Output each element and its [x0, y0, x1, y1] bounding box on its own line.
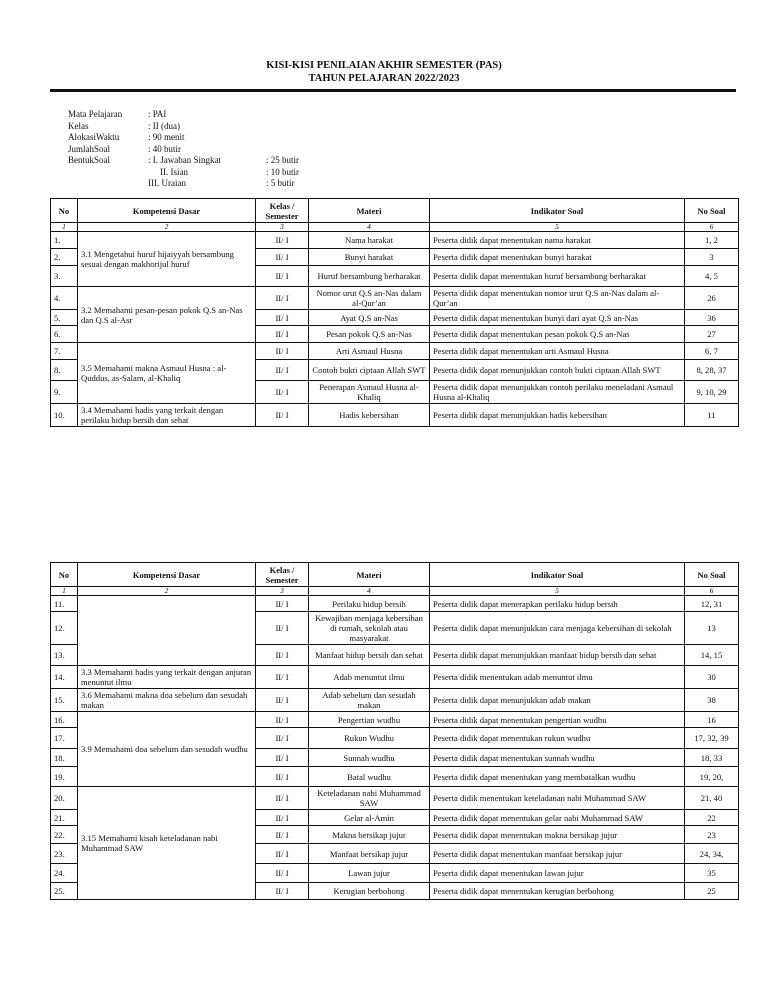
indikator-soal: Peserta didik dapat menentukan nomor urut Q.S an-Nas dalam al-Qur’an	[430, 287, 685, 310]
row-number: 23.	[51, 844, 78, 864]
row-number: 10.	[51, 404, 78, 427]
table-row	[51, 712, 739, 728]
indikator-soal: Peserta didik dapat menunjukkan contoh bukti ciptaan Allah SWT	[430, 360, 685, 381]
materi: Kewajiban menjaga kebersihan di rumah, sekolah atau masyarakat	[309, 612, 430, 645]
meta-block	[68, 109, 299, 190]
bentuk-count: : 25 butir	[266, 155, 299, 165]
kompetensi-dasar: 3.15 Memahami kisah keteladanan nabi Muhammad SAW	[78, 787, 256, 900]
col-number: 1	[51, 223, 78, 232]
col-number: 3	[256, 223, 309, 232]
kompetensi-dasar: 3.6 Memahami makna doa sebelum dan sesudah makan	[78, 689, 256, 712]
materi: Hadis kebersihan	[309, 404, 430, 427]
row-number: 7.	[51, 343, 78, 360]
kelas-semester: II/ I	[256, 266, 309, 287]
row-number: 14.	[51, 666, 78, 689]
indikator-soal: Peserta didik dapat menentukan pesan pokok Q.S an-Nas	[430, 326, 685, 343]
nomor-soal: 13	[685, 612, 739, 645]
nomor-soal: 9, 10, 29	[685, 381, 739, 404]
indikator-soal: Peserta didik dapat menentukan huruf bersambung berharakat	[430, 266, 685, 287]
indikator-soal: Peserta didik dapat menentukan makna bersikap jujur	[430, 826, 685, 844]
kelas-semester: II/ I	[256, 596, 309, 612]
col-number: 6	[685, 587, 739, 596]
materi: Rukun Wudhu	[309, 728, 430, 749]
nomor-soal: 19, 20,	[685, 767, 739, 787]
meta-label: AlokasiWaktu	[68, 132, 120, 142]
table-row	[51, 232, 739, 249]
meta-value: : 90 menit	[148, 132, 185, 142]
indikator-soal: Peserta didik dapat menentukan sunnah wudhu	[430, 749, 685, 767]
meta-label: JumlahSoal	[68, 143, 110, 154]
row-number: 6.	[51, 326, 78, 343]
kompetensi-dasar	[78, 596, 256, 666]
nomor-soal: 23	[685, 826, 739, 844]
col-number: 4	[309, 587, 430, 596]
bentuk-name: : I. Jawaban Singkat	[148, 155, 221, 165]
kelas-semester: II/ I	[256, 645, 309, 666]
materi: Nomor urut Q.S an-Nas dalam al-Qur’an	[309, 287, 430, 310]
materi: Manfaat bersikap jujur	[309, 844, 430, 864]
materi: Pesan pokok Q.S an-Nas	[309, 326, 430, 343]
nomor-soal: 17, 32, 39	[685, 728, 739, 749]
row-number: 11.	[51, 596, 78, 612]
materi: Ayat Q.S an-Nas	[309, 310, 430, 326]
indikator-soal: Peserta didik dapat menunjukkan hadis kebersihan	[430, 404, 685, 427]
materi: Pengertian wudhu	[309, 712, 430, 728]
nomor-soal: 18, 33	[685, 749, 739, 767]
header-materi: Materi	[309, 563, 430, 587]
bentuk-count: : 5 butir	[266, 178, 295, 188]
kisi-table-1	[50, 198, 739, 427]
kompetensi-dasar: 3.5 Memahami makna Asmaul Husna : al-Quddus, as-Salam, al-Khaliq	[78, 343, 256, 404]
materi: Lawan jujur	[309, 864, 430, 883]
table-row	[51, 596, 739, 612]
kelas-semester: II/ I	[256, 787, 309, 810]
kelas-semester: II/ I	[256, 343, 309, 360]
nomor-soal: 26	[685, 287, 739, 310]
indikator-soal: Peserta didik dapat menentukan kerugian berbohong	[430, 883, 685, 900]
header-no: No	[51, 199, 78, 223]
row-number: 9.	[51, 381, 78, 404]
materi: Gelar al-Amin	[309, 810, 430, 826]
document-title: KISI-KISI PENILAIAN AKHIR SEMESTER (PAS)	[266, 60, 502, 71]
header-materi: Materi	[309, 199, 430, 223]
row-number: 25.	[51, 883, 78, 900]
table-row	[51, 343, 739, 360]
nomor-soal: 14, 15	[685, 645, 739, 666]
materi: Sunnah wudhu	[309, 749, 430, 767]
indikator-soal: Peserta didik dapat menunjukkan manfaat hidup bersih dan sehat	[430, 645, 685, 666]
kelas-semester: II/ I	[256, 689, 309, 712]
header-kd: Kompetensi Dasar	[78, 199, 256, 223]
kelas-semester: II/ I	[256, 712, 309, 728]
materi: Contoh bukti ciptaan Allah SWT	[309, 360, 430, 381]
kelas-semester: II/ I	[256, 249, 309, 266]
indikator-soal: Peserta didik dapat menentukan gelar nabi Muhammad SAW	[430, 810, 685, 826]
materi: Nama harakat	[309, 232, 430, 249]
col-number: 2	[78, 587, 256, 596]
kelas-semester: II/ I	[256, 844, 309, 864]
indikator-soal: Peserta didik dapat menentukan manfaat bersikap jujur	[430, 844, 685, 864]
row-number: 24.	[51, 864, 78, 883]
indikator-soal: Peserta didik dapat menentukan rukun wudhu	[430, 728, 685, 749]
kelas-semester: II/ I	[256, 864, 309, 883]
nomor-soal: 11	[685, 404, 739, 427]
nomor-soal: 25	[685, 883, 739, 900]
materi: Perilaku hidup bersih	[309, 596, 430, 612]
nomor-soal: 12, 31	[685, 596, 739, 612]
nomor-soal: 16	[685, 712, 739, 728]
nomor-soal: 6, 7	[685, 343, 739, 360]
header-nosoal: No Soal	[685, 199, 739, 223]
nomor-soal: 8, 28, 37	[685, 360, 739, 381]
indikator-soal: Peserta didik dapat menunjukkan contoh perilaku meneladani Asmaul Husna al-Khaliq	[430, 381, 685, 404]
kelas-semester: II/ I	[256, 767, 309, 787]
row-number: 21.	[51, 810, 78, 826]
materi: Batal wudhu	[309, 767, 430, 787]
kelas-semester: II/ I	[256, 728, 309, 749]
materi: Adab menuntut ilmu	[309, 666, 430, 689]
kelas-semester: II/ I	[256, 232, 309, 249]
indikator-soal: Peserta didik dapat menentukan lawan jujur	[430, 864, 685, 883]
materi: Bunyi harakat	[309, 249, 430, 266]
indikator-soal: Peserta didik dapat menunjukkan adab makan	[430, 689, 685, 712]
row-number: 1.	[51, 232, 78, 249]
col-number: 2	[78, 223, 256, 232]
nomor-soal: 38	[685, 689, 739, 712]
kisi-table-2	[50, 562, 739, 900]
kelas-semester: II/ I	[256, 360, 309, 381]
nomor-soal: 24, 34,	[685, 844, 739, 864]
row-number: 3.	[51, 266, 78, 287]
header-kelas: Kelas / Semester	[256, 199, 309, 223]
nomor-soal: 21, 40	[685, 787, 739, 810]
indikator-soal: Peserta didik dapat menentukan pengertian wudhu	[430, 712, 685, 728]
row-number: 19.	[51, 767, 78, 787]
col-number: 5	[430, 587, 685, 596]
kelas-semester: II/ I	[256, 749, 309, 767]
row-number: 22.	[51, 826, 78, 844]
meta-label: Kelas	[68, 120, 89, 131]
header-indikator: Indikator Soal	[430, 199, 685, 223]
kelas-semester: II/ I	[256, 404, 309, 427]
row-number: 16.	[51, 712, 78, 728]
materi: Keteladanan nabi Muhammad SAW	[309, 787, 430, 810]
header-kelas: Kelas / Semester	[256, 563, 309, 587]
indikator-soal: Peserta didik dapat menerapkan perilaku hidup bersih	[430, 596, 685, 612]
row-number: 17.	[51, 728, 78, 749]
nomor-soal: 3	[685, 249, 739, 266]
nomor-soal: 36	[685, 310, 739, 326]
meta-value: : PAI	[148, 109, 167, 119]
bentuk-name: III. Uraian	[148, 178, 186, 188]
col-number: 1	[51, 587, 78, 596]
nomor-soal: 30	[685, 666, 739, 689]
kelas-semester: II/ I	[256, 287, 309, 310]
kompetensi-dasar: 3.2 Memahami pesan-pesan pokok Q.S an-Nas dan Q.S al-Asr	[78, 287, 256, 343]
bentuk-name: II. Isian	[160, 166, 188, 177]
header-no: No	[51, 563, 78, 587]
meta-value: : II (dua)	[148, 120, 180, 131]
row-number: 4.	[51, 287, 78, 310]
kelas-semester: II/ I	[256, 612, 309, 645]
materi: Penerapan Asmaul Husna al-Khaliq	[309, 381, 430, 404]
col-number: 6	[685, 223, 739, 232]
kelas-semester: II/ I	[256, 826, 309, 844]
kelas-semester: II/ I	[256, 883, 309, 900]
row-number: 20.	[51, 787, 78, 810]
meta-value: : 40 butir	[148, 143, 181, 154]
meta-label: BentukSoal	[68, 155, 110, 165]
kelas-semester: II/ I	[256, 810, 309, 826]
col-number: 4	[309, 223, 430, 232]
row-number: 5.	[51, 310, 78, 326]
materi: Kerugian berbohong	[309, 883, 430, 900]
indikator-soal: Peserta didik dapat menentukan yang membatalkan wudhu	[430, 767, 685, 787]
materi: Arti Asmaul Husna	[309, 343, 430, 360]
kelas-semester: II/ I	[256, 381, 309, 404]
nomor-soal: 4, 5	[685, 266, 739, 287]
header-indikator: Indikator Soal	[430, 563, 685, 587]
table-row	[51, 666, 739, 689]
table-row	[51, 689, 739, 712]
col-number: 3	[256, 587, 309, 596]
nomor-soal: 27	[685, 326, 739, 343]
row-number: 2.	[51, 249, 78, 266]
kelas-semester: II/ I	[256, 310, 309, 326]
materi: Manfaat hidup bersih dan sehat	[309, 645, 430, 666]
indikator-soal: Peserta didik dapat menentukan bunyi harakat	[430, 249, 685, 266]
header-rule	[50, 89, 736, 92]
kelas-semester: II/ I	[256, 326, 309, 343]
nomor-soal: 35	[685, 864, 739, 883]
indikator-soal: Peserta didik dapat menentukan nama harakat	[430, 232, 685, 249]
indikator-soal: Peserta didik dapat menunjukkan cara menjaga kebersihan di sekolah	[430, 612, 685, 645]
row-number: 12.	[51, 612, 78, 645]
kompetensi-dasar: 3.1 Mengetahui huruf hijaiyyah bersambung sesuai dengan makhorijul huruf	[78, 232, 256, 287]
bentuk-count: : 10 butir	[266, 166, 299, 177]
document-subtitle: TAHUN PELAJARAN 2022/2023	[308, 73, 460, 84]
indikator-soal: Peserta didik menentukan adab menuntut ilmu	[430, 666, 685, 689]
kompetensi-dasar: 3.9 Memahami doa sebelum dan sesudah wudhu	[78, 712, 256, 787]
header-nosoal: No Soal	[685, 563, 739, 587]
kompetensi-dasar: 3.3 Memahami hadis yang terkait dengan anjuran menuntut ilmu	[78, 666, 256, 689]
row-number: 15.	[51, 689, 78, 712]
nomor-soal: 1, 2	[685, 232, 739, 249]
kelas-semester: II/ I	[256, 666, 309, 689]
indikator-soal: Peserta didik dapat menentukan arti Asmaul Husna	[430, 343, 685, 360]
table-row	[51, 287, 739, 310]
indikator-soal: Peserta didik dapat menentukan bunyi dari ayat Q.S an-Nas	[430, 310, 685, 326]
nomor-soal: 22	[685, 810, 739, 826]
header-kd: Kompetensi Dasar	[78, 563, 256, 587]
meta-label: Mata Pelajaran	[68, 109, 123, 119]
table-row	[51, 404, 739, 427]
indikator-soal: Peserta didik menentukan keteladanan nabi Muhammad SAW	[430, 787, 685, 810]
col-number: 5	[430, 223, 685, 232]
materi: Makna bersikap jujur	[309, 826, 430, 844]
kompetensi-dasar: 3.4 Memahami hadis yang terkait dengan perilaku hidup bersih dan sehat	[78, 404, 256, 427]
materi: Huruf bersambung berharakat	[309, 266, 430, 287]
row-number: 8.	[51, 360, 78, 381]
row-number: 13.	[51, 645, 78, 666]
row-number: 18.	[51, 749, 78, 767]
table-row	[51, 787, 739, 810]
materi: Adab sebelum dan sesudah makan	[309, 689, 430, 712]
